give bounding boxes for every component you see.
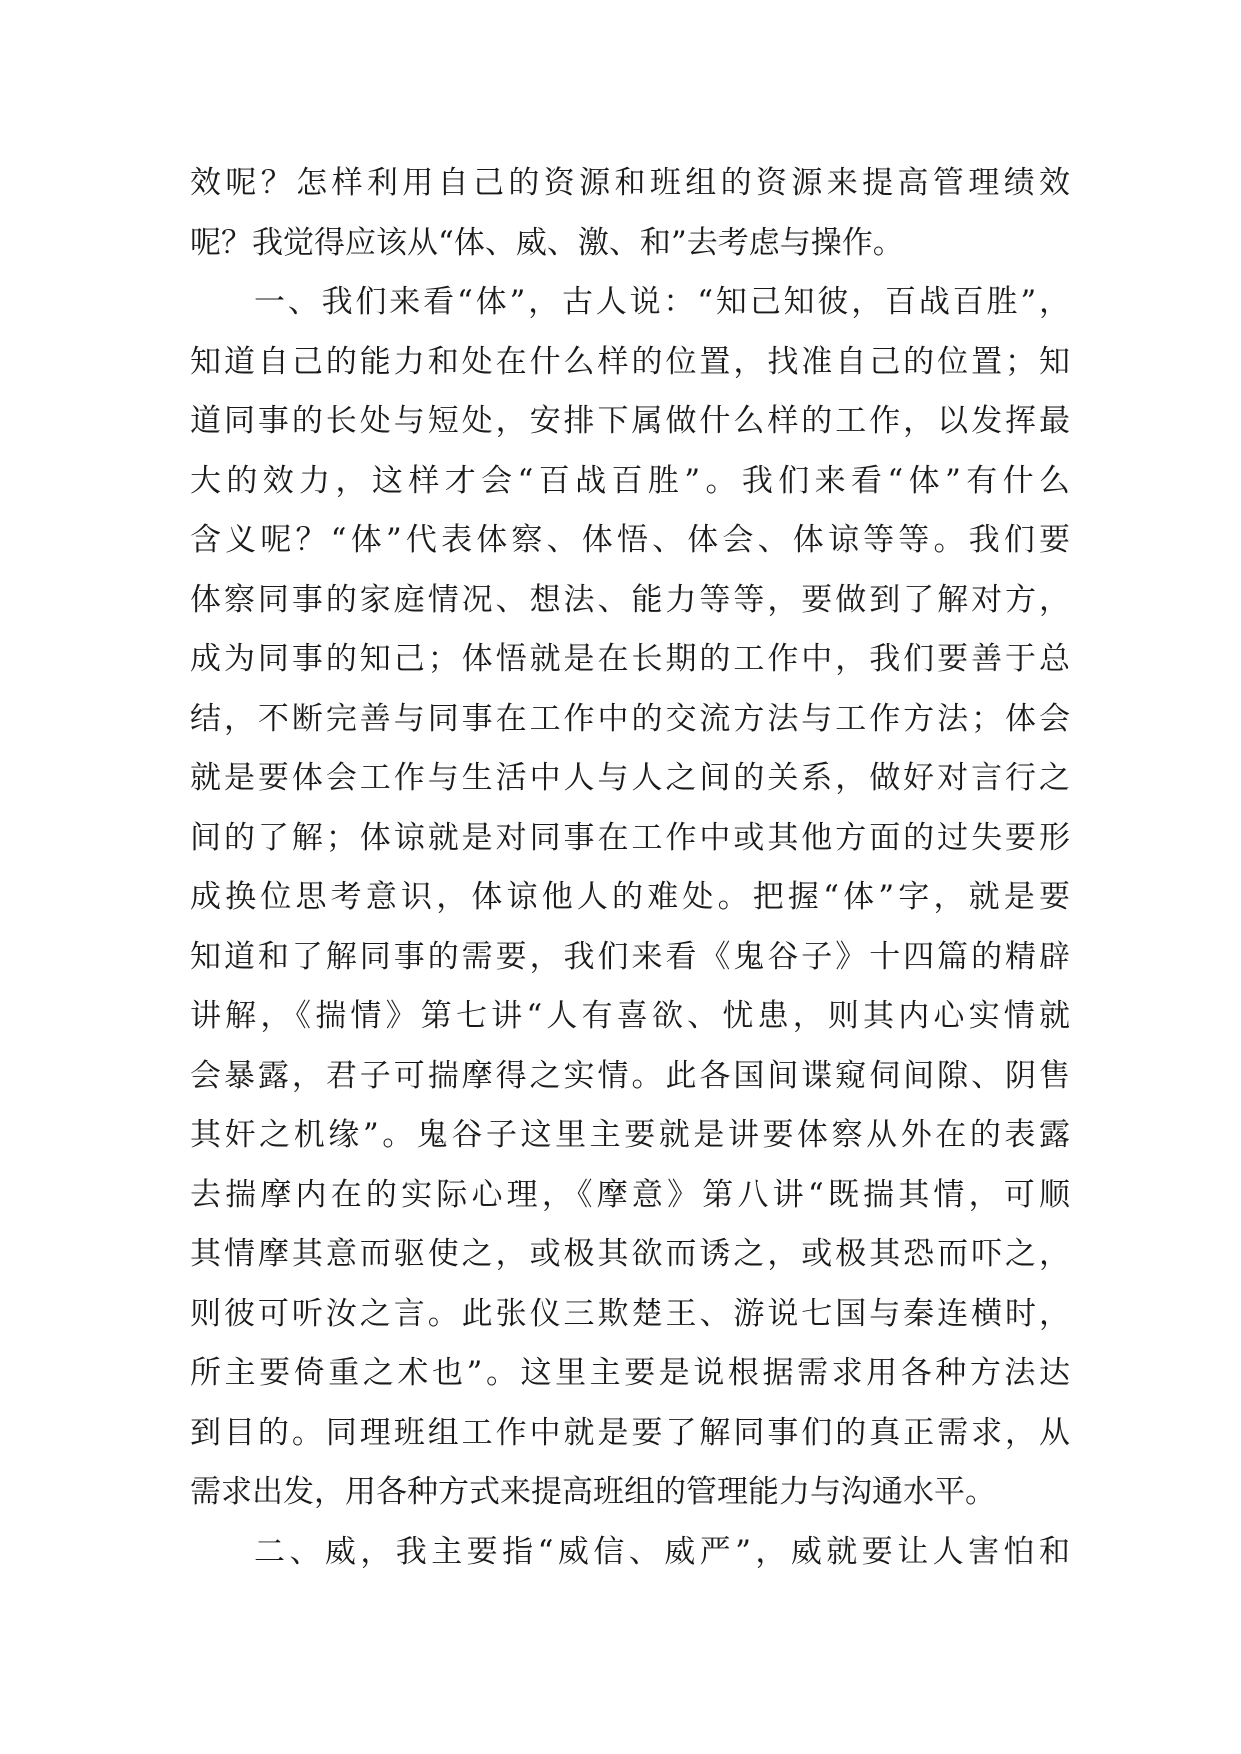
text-line: 效呢？怎样利用自己的资源和班组的资源来提高管理绩效 xyxy=(190,165,1070,201)
text-line: 成为同事的知己；体悟就是在长期的工作中，我们要善于总 xyxy=(190,641,1070,677)
text-line: 大的效力，这样才会“百战百胜”。我们来看“体”有什么 xyxy=(190,462,1070,499)
text-line: 会暴露，君子可揣摩得之实情。此各国间谍窥伺间隙、阴售 xyxy=(190,1057,1070,1094)
text-line: 二、威，我主要指“威信、威严”，威就要让人害怕和 xyxy=(254,1533,1070,1570)
text-line: 就是要体会工作与生活中人与人之间的关系，做好对言行之 xyxy=(190,760,1070,796)
text-line: 知道和了解同事的需要，我们来看《鬼谷子》十四篇的精辟 xyxy=(190,938,1070,975)
text-line: 结，不断完善与同事在工作中的交流方法与工作方法；体会 xyxy=(190,700,1070,737)
text-line: 含义呢？“体”代表体察、体悟、体会、体谅等等。我们要 xyxy=(190,522,1070,558)
text-line: 其奸之机缘”。鬼谷子这里主要就是讲要体察从外在的表露 xyxy=(190,1117,1070,1153)
text-line: 道同事的长处与短处，安排下属做什么样的工作，以发挥最 xyxy=(190,403,1070,439)
text-line: 一、我们来看“体”，古人说：“知己知彼，百战百胜”， xyxy=(254,284,1070,320)
text-line: 所主要倚重之术也”。这里主要是说根据需求用各种方法达 xyxy=(190,1355,1070,1391)
text-line: 则彼可听汝之言。此张仪三欺楚王、游说七国与秦连横时， xyxy=(190,1295,1070,1332)
text-line: 间的了解；体谅就是对同事在工作中或其他方面的过失要形 xyxy=(190,819,1070,856)
text-line: 呢？我觉得应该从“体、威、激、和”去考虑与操作。 xyxy=(190,224,904,261)
text-line: 知道自己的能力和处在什么样的位置，找准自己的位置；知 xyxy=(190,343,1070,380)
text-line: 到目的。同理班组工作中就是要了解同事们的真正需求，从 xyxy=(190,1414,1070,1451)
text-line: 成换位思考意识，体谅他人的难处。把握“体”字，就是要 xyxy=(190,879,1070,915)
text-line: 去揣摩内在的实际心理，《摩意》第八讲“既揣其情，可顺 xyxy=(190,1176,1070,1213)
text-line: 需求出发，用各种方式来提高班组的管理能力与沟通水平。 xyxy=(190,1474,996,1510)
text-line: 其情摩其意而驱使之，或极其欲而诱之，或极其恐而吓之， xyxy=(190,1236,1070,1272)
body-text xyxy=(190,154,1070,1582)
text-line: 讲解，《揣情》第七讲“人有喜欲、忧患，则其内心实情就 xyxy=(190,998,1070,1034)
text-line: 体察同事的家庭情况、想法、能力等等，要做到了解对方， xyxy=(190,581,1070,618)
